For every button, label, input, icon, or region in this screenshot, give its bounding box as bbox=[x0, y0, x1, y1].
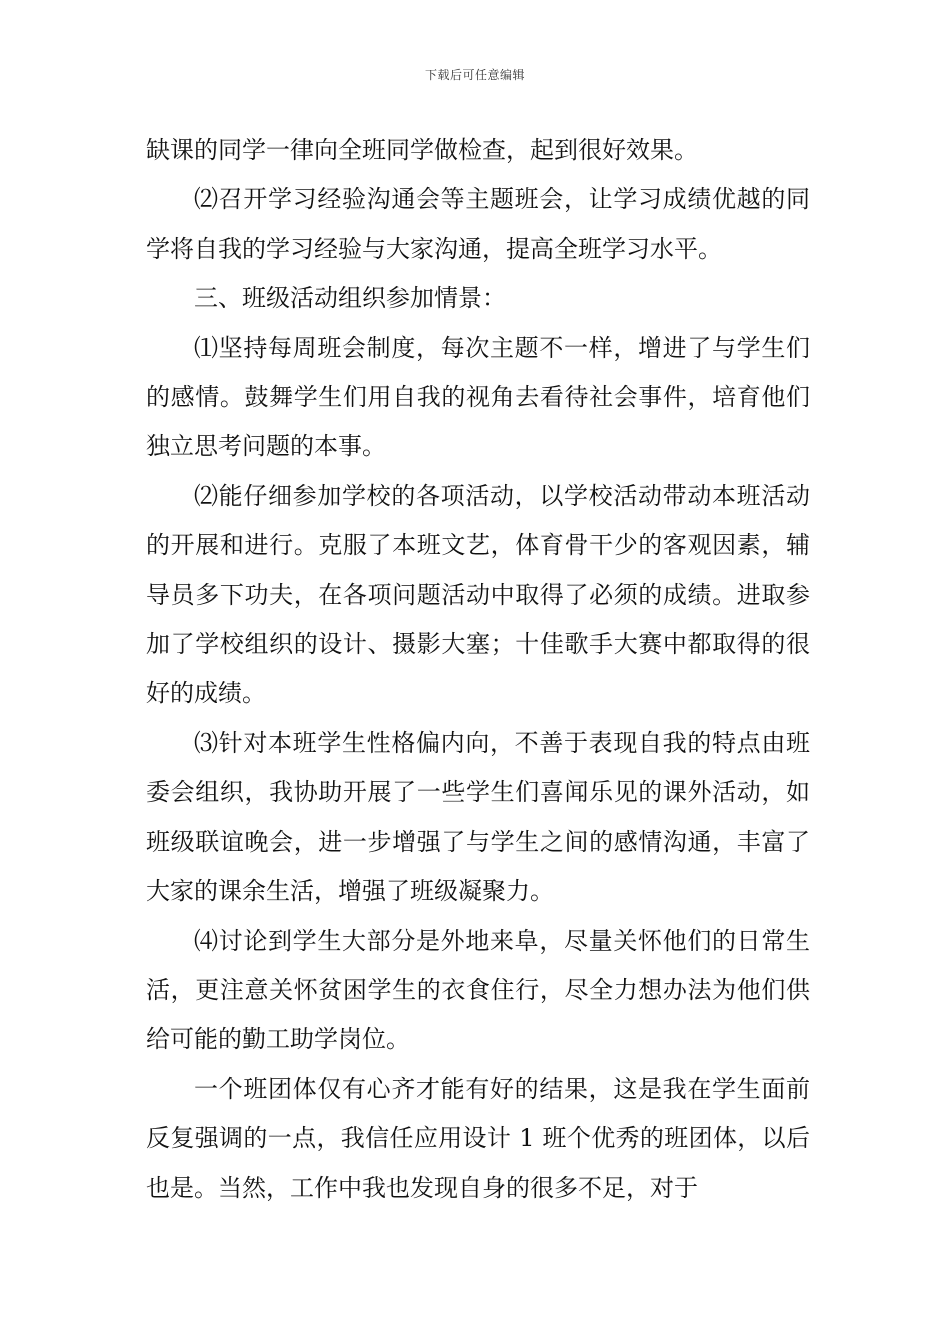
paragraph: ⑴坚持每周班会制度，每次主题不一样，增进了与学生们的感情。鼓舞学生们用自我的视角去看待社会事件，培育他们独立思考问题的本事。 bbox=[146, 333, 810, 461]
page-header: 下载后可任意编辑 bbox=[424, 68, 525, 82]
paragraph: ⑷讨论到学生大部分是外地来阜，尽量关怀他们的日常生活，更注意关怀贫困学生的衣食住行，尽全力想办法为他们供给可能的勤工助学岗位。 bbox=[146, 926, 810, 1054]
paragraph: ⑵能仔细参加学校的各项活动，以学校活动带动本班活动的开展和进行。克服了本班文艺，体育骨干少的客观因素，辅导员多下功夫，在各项问题活动中取得了必须的成绩。进取参加了学校组织的设计、摄影大塞；十佳歌手大赛中都取得的很好的成绩。 bbox=[146, 481, 810, 708]
section-heading: 三、班级活动组织参加情景： bbox=[194, 284, 506, 313]
paragraph: ⑶针对本班学生性格偏内向，不善于表现自我的特点由班委会组织，我协助开展了一些学生们喜闻乐见的课外活动，如班级联谊晚会，进一步增强了与学生之间的感情沟通，丰富了大家的课余生活，增强了班级凝聚力。 bbox=[146, 728, 810, 906]
paragraph: 一个班团体仅有心齐才能有好的结果，这是我在学生面前反复强调的一点，我信任应用设计 1 班个优秀的班团体，以后也是。当然，工作中我也发现自身的很多不足，对于 bbox=[146, 1074, 810, 1202]
paragraph: ⑵召开学习经验沟通会等主题班会，让学习成绩优越的同学将自我的学习经验与大家沟通，提高全班学习水平。 bbox=[146, 185, 810, 263]
paragraph: 缺课的同学一律向全班同学做检查，起到很好效果。 bbox=[146, 136, 698, 164]
document-body bbox=[146, 126, 810, 1213]
